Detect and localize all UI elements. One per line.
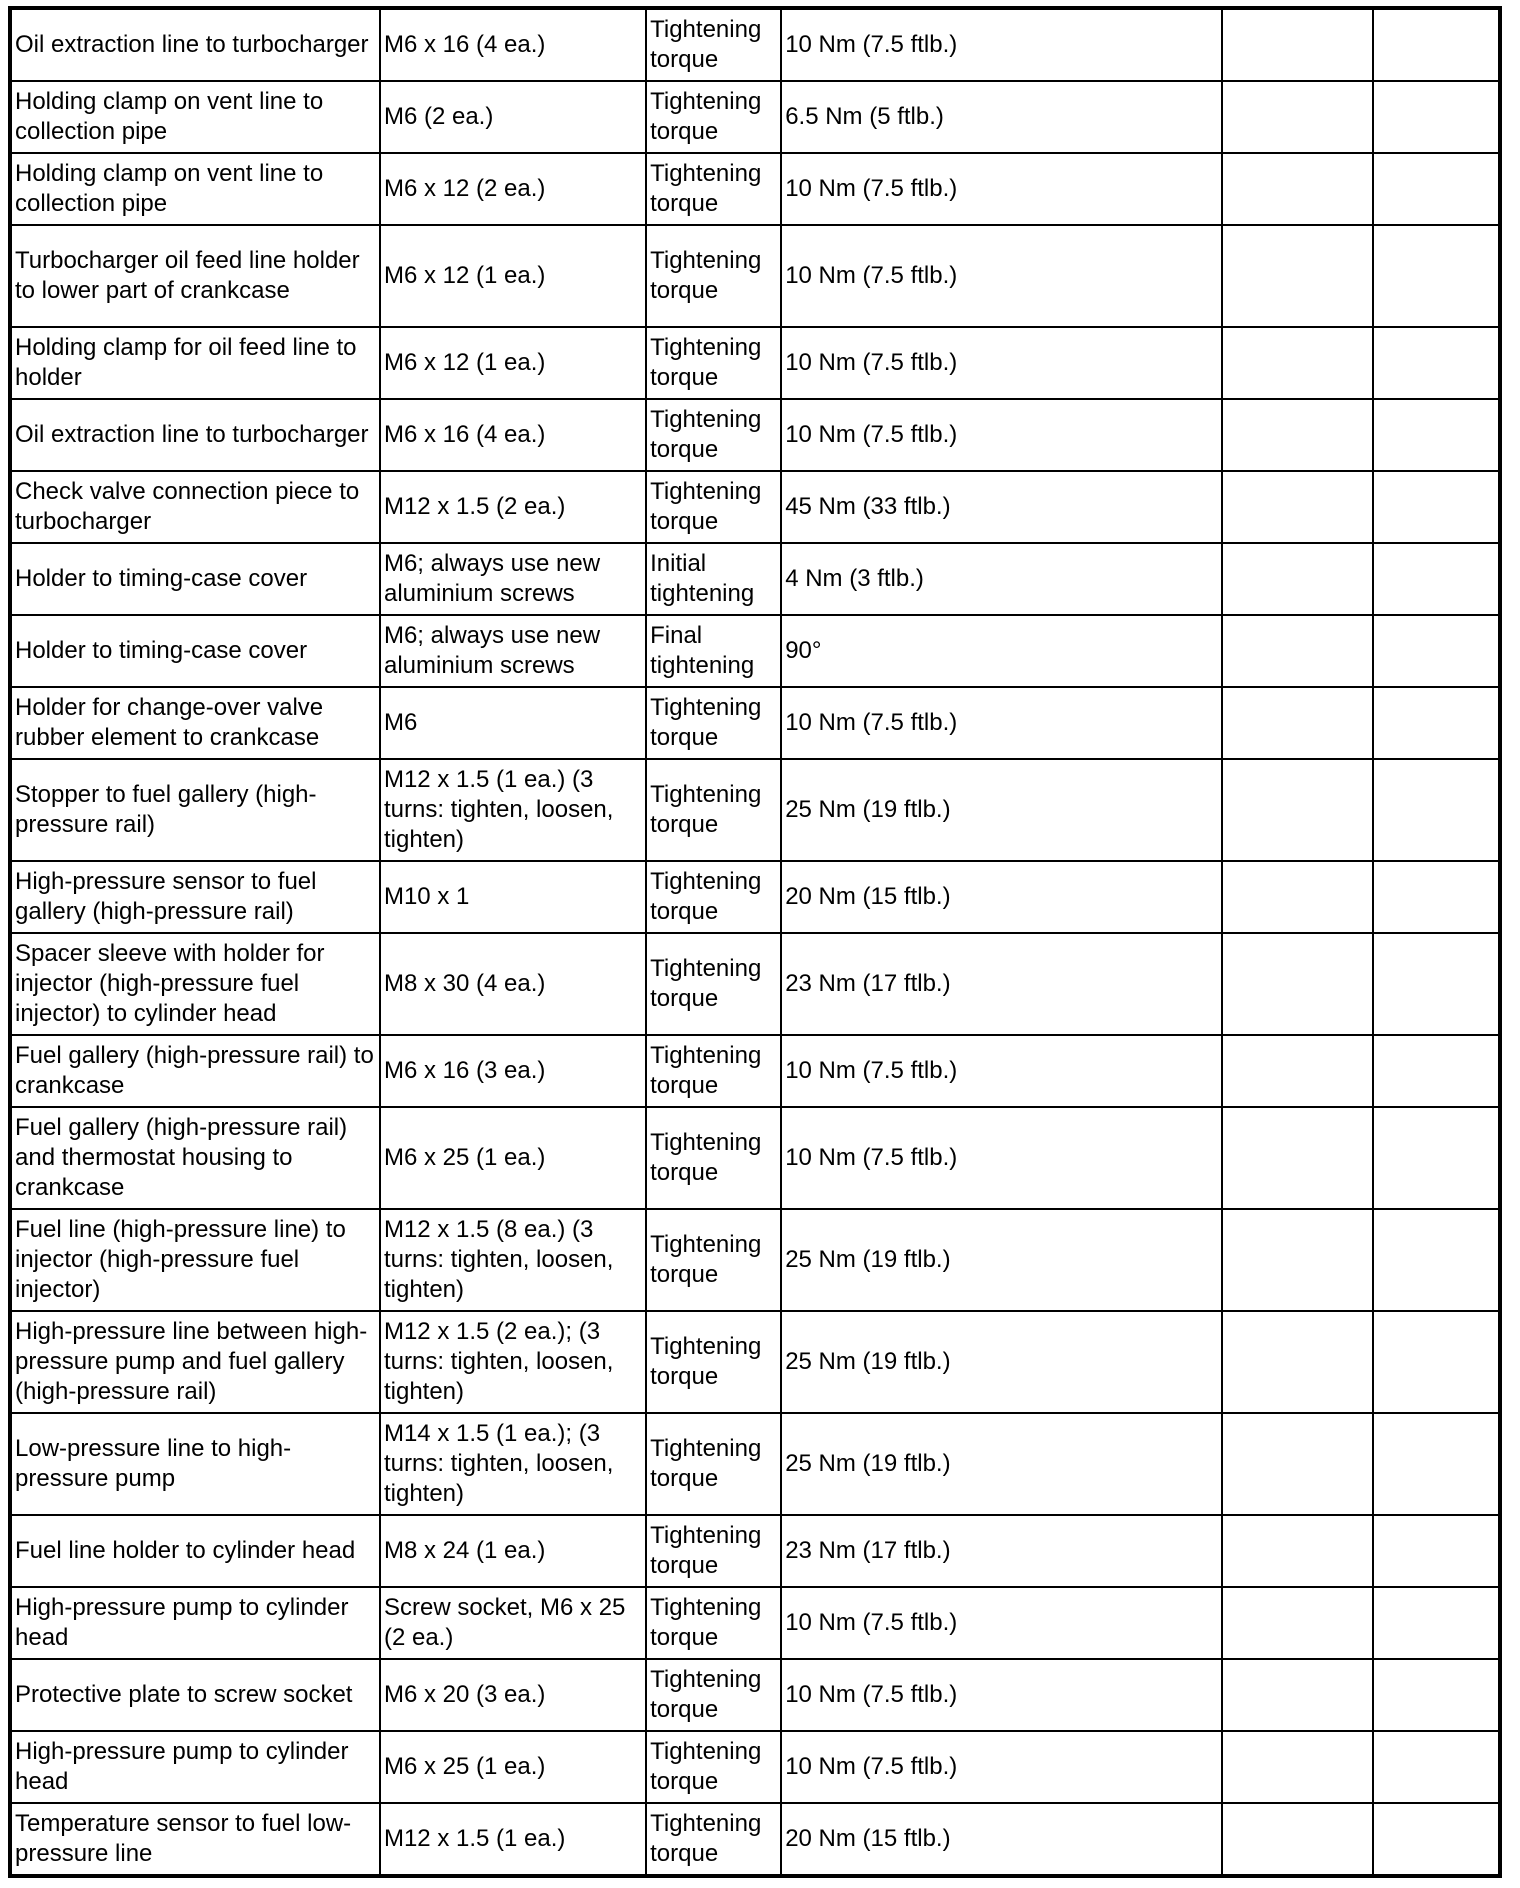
component-cell: Spacer sleeve with holder for injector (high-pressure fuel injector) to cylinder head (10, 933, 380, 1035)
fastener-cell: M6 x 20 (3 ea.) (380, 1659, 646, 1731)
empty-cell (1222, 687, 1373, 759)
tightening-type-cell: Tightening torque (646, 1209, 781, 1311)
table-row (10, 933, 1500, 1035)
tightening-type-cell: Tightening torque (646, 153, 781, 225)
torque-value-cell: 10 Nm (7.5 ftlb.) (781, 399, 1222, 471)
empty-cell (1222, 471, 1373, 543)
empty-cell (1222, 1209, 1373, 1311)
torque-value-cell: 25 Nm (19 ftlb.) (781, 1413, 1222, 1515)
tightening-type-cell: Tightening torque (646, 225, 781, 327)
component-cell: Holding clamp on vent line to collection pipe (10, 81, 380, 153)
fastener-cell: M14 x 1.5 (1 ea.); (3 turns: tighten, loosen, tighten) (380, 1413, 646, 1515)
empty-cell (1222, 1107, 1373, 1209)
table-row (10, 1515, 1500, 1587)
tightening-type-cell: Tightening torque (646, 933, 781, 1035)
fastener-cell: M6; always use new aluminium screws (380, 615, 646, 687)
table-row (10, 225, 1500, 327)
torque-value-cell: 10 Nm (7.5 ftlb.) (781, 8, 1222, 81)
fastener-cell: M6 x 16 (3 ea.) (380, 1035, 646, 1107)
fastener-cell: M6 (380, 687, 646, 759)
empty-cell (1373, 1731, 1500, 1803)
component-cell: Low-pressure line to high-pressure pump (10, 1413, 380, 1515)
torque-value-cell: 10 Nm (7.5 ftlb.) (781, 327, 1222, 399)
table-row (10, 1311, 1500, 1413)
table-row (10, 1413, 1500, 1515)
table-row (10, 471, 1500, 543)
component-cell: Holder for change-over valve rubber element to crankcase (10, 687, 380, 759)
empty-cell (1373, 861, 1500, 933)
empty-cell (1373, 759, 1500, 861)
tightening-type-cell: Tightening torque (646, 1311, 781, 1413)
empty-cell (1373, 1803, 1500, 1876)
table-row (10, 153, 1500, 225)
torque-specification-table (8, 6, 1502, 1878)
tightening-type-cell: Tightening torque (646, 861, 781, 933)
table-row (10, 687, 1500, 759)
component-cell: Temperature sensor to fuel low-pressure line (10, 1803, 380, 1876)
fastener-cell: M12 x 1.5 (8 ea.) (3 turns: tighten, loosen, tighten) (380, 1209, 646, 1311)
tightening-type-cell: Tightening torque (646, 8, 781, 81)
fastener-cell: M6 x 12 (1 ea.) (380, 225, 646, 327)
tightening-type-cell: Tightening torque (646, 1659, 781, 1731)
table-row (10, 1587, 1500, 1659)
table-row (10, 327, 1500, 399)
table-row (10, 1107, 1500, 1209)
tightening-type-cell: Tightening torque (646, 81, 781, 153)
empty-cell (1222, 153, 1373, 225)
torque-value-cell: 10 Nm (7.5 ftlb.) (781, 687, 1222, 759)
empty-cell (1373, 1515, 1500, 1587)
fastener-cell: M10 x 1 (380, 861, 646, 933)
torque-value-cell: 90° (781, 615, 1222, 687)
empty-cell (1222, 861, 1373, 933)
fastener-cell: M6 x 16 (4 ea.) (380, 399, 646, 471)
tightening-type-cell: Tightening torque (646, 1587, 781, 1659)
table-row (10, 399, 1500, 471)
component-cell: Holding clamp for oil feed line to holder (10, 327, 380, 399)
fastener-cell: Screw socket, M6 x 25 (2 ea.) (380, 1587, 646, 1659)
torque-value-cell: 10 Nm (7.5 ftlb.) (781, 225, 1222, 327)
component-cell: Oil extraction line to turbocharger (10, 399, 380, 471)
tightening-type-cell: Tightening torque (646, 1515, 781, 1587)
table-row (10, 759, 1500, 861)
empty-cell (1373, 543, 1500, 615)
component-cell: Holder to timing-case cover (10, 543, 380, 615)
empty-cell (1222, 81, 1373, 153)
torque-value-cell: 4 Nm (3 ftlb.) (781, 543, 1222, 615)
fastener-cell: M6 (2 ea.) (380, 81, 646, 153)
component-cell: Fuel gallery (high-pressure rail) and thermostat housing to crankcase (10, 1107, 380, 1209)
component-cell: Holder to timing-case cover (10, 615, 380, 687)
torque-value-cell: 23 Nm (17 ftlb.) (781, 933, 1222, 1035)
tightening-type-cell: Tightening torque (646, 759, 781, 861)
component-cell: Check valve connection piece to turbocharger (10, 471, 380, 543)
fastener-cell: M8 x 24 (1 ea.) (380, 1515, 646, 1587)
fastener-cell: M12 x 1.5 (2 ea.) (380, 471, 646, 543)
torque-value-cell: 25 Nm (19 ftlb.) (781, 759, 1222, 861)
empty-cell (1222, 399, 1373, 471)
torque-value-cell: 23 Nm (17 ftlb.) (781, 1515, 1222, 1587)
table-row (10, 1803, 1500, 1876)
fastener-cell: M6 x 16 (4 ea.) (380, 8, 646, 81)
fastener-cell: M6 x 25 (1 ea.) (380, 1731, 646, 1803)
empty-cell (1373, 1587, 1500, 1659)
component-cell: High-pressure pump to cylinder head (10, 1731, 380, 1803)
empty-cell (1222, 1311, 1373, 1413)
empty-cell (1373, 687, 1500, 759)
table-row (10, 861, 1500, 933)
empty-cell (1222, 1035, 1373, 1107)
tightening-type-cell: Tightening torque (646, 327, 781, 399)
table-row (10, 1035, 1500, 1107)
empty-cell (1222, 543, 1373, 615)
empty-cell (1222, 1587, 1373, 1659)
torque-value-cell: 20 Nm (15 ftlb.) (781, 861, 1222, 933)
tightening-type-cell: Tightening torque (646, 471, 781, 543)
torque-value-cell: 10 Nm (7.5 ftlb.) (781, 1035, 1222, 1107)
component-cell: Holding clamp on vent line to collection pipe (10, 153, 380, 225)
fastener-cell: M6; always use new aluminium screws (380, 543, 646, 615)
empty-cell (1222, 1515, 1373, 1587)
empty-cell (1222, 615, 1373, 687)
table-row (10, 1659, 1500, 1731)
empty-cell (1222, 933, 1373, 1035)
empty-cell (1373, 1413, 1500, 1515)
fastener-cell: M8 x 30 (4 ea.) (380, 933, 646, 1035)
empty-cell (1373, 1107, 1500, 1209)
empty-cell (1373, 399, 1500, 471)
table-row (10, 8, 1500, 81)
empty-cell (1373, 615, 1500, 687)
tightening-type-cell: Tightening torque (646, 1035, 781, 1107)
empty-cell (1222, 1731, 1373, 1803)
empty-cell (1373, 933, 1500, 1035)
tightening-type-cell: Tightening torque (646, 1731, 781, 1803)
empty-cell (1222, 8, 1373, 81)
tightening-type-cell: Tightening torque (646, 399, 781, 471)
torque-value-cell: 10 Nm (7.5 ftlb.) (781, 1731, 1222, 1803)
component-cell: Fuel gallery (high-pressure rail) to crankcase (10, 1035, 380, 1107)
component-cell: Stopper to fuel gallery (high-pressure rail) (10, 759, 380, 861)
tightening-type-cell: Tightening torque (646, 1107, 781, 1209)
torque-value-cell: 10 Nm (7.5 ftlb.) (781, 1659, 1222, 1731)
empty-cell (1373, 1659, 1500, 1731)
empty-cell (1373, 1209, 1500, 1311)
table-row (10, 1209, 1500, 1311)
torque-value-cell: 10 Nm (7.5 ftlb.) (781, 1107, 1222, 1209)
empty-cell (1373, 471, 1500, 543)
torque-value-cell: 45 Nm (33 ftlb.) (781, 471, 1222, 543)
fastener-cell: M6 x 12 (2 ea.) (380, 153, 646, 225)
torque-value-cell: 20 Nm (15 ftlb.) (781, 1803, 1222, 1876)
torque-value-cell: 10 Nm (7.5 ftlb.) (781, 153, 1222, 225)
table-row (10, 543, 1500, 615)
torque-value-cell: 6.5 Nm (5 ftlb.) (781, 81, 1222, 153)
empty-cell (1222, 759, 1373, 861)
component-cell: High-pressure line between high-pressure pump and fuel gallery (high-pressure rail) (10, 1311, 380, 1413)
table-row (10, 1731, 1500, 1803)
empty-cell (1222, 1659, 1373, 1731)
empty-cell (1373, 153, 1500, 225)
tightening-type-cell: Tightening torque (646, 1803, 781, 1876)
fastener-cell: M6 x 12 (1 ea.) (380, 327, 646, 399)
empty-cell (1373, 8, 1500, 81)
table-row (10, 81, 1500, 153)
torque-value-cell: 25 Nm (19 ftlb.) (781, 1311, 1222, 1413)
torque-value-cell: 10 Nm (7.5 ftlb.) (781, 1587, 1222, 1659)
empty-cell (1222, 1413, 1373, 1515)
tightening-type-cell: Initial tightening (646, 543, 781, 615)
empty-cell (1222, 225, 1373, 327)
empty-cell (1222, 1803, 1373, 1876)
component-cell: Fuel line (high-pressure line) to injector (high-pressure fuel injector) (10, 1209, 380, 1311)
fastener-cell: M12 x 1.5 (1 ea.) (380, 1803, 646, 1876)
empty-cell (1373, 1035, 1500, 1107)
component-cell: Turbocharger oil feed line holder to lower part of crankcase (10, 225, 380, 327)
fastener-cell: M12 x 1.5 (2 ea.); (3 turns: tighten, loosen, tighten) (380, 1311, 646, 1413)
empty-cell (1373, 1311, 1500, 1413)
tightening-type-cell: Tightening torque (646, 687, 781, 759)
component-cell: High-pressure sensor to fuel gallery (high-pressure rail) (10, 861, 380, 933)
component-cell: Protective plate to screw socket (10, 1659, 380, 1731)
table-row (10, 615, 1500, 687)
table-body (10, 8, 1500, 1876)
component-cell: Oil extraction line to turbocharger (10, 8, 380, 81)
component-cell: Fuel line holder to cylinder head (10, 1515, 380, 1587)
empty-cell (1373, 81, 1500, 153)
empty-cell (1373, 225, 1500, 327)
torque-value-cell: 25 Nm (19 ftlb.) (781, 1209, 1222, 1311)
fastener-cell: M6 x 25 (1 ea.) (380, 1107, 646, 1209)
component-cell: High-pressure pump to cylinder head (10, 1587, 380, 1659)
empty-cell (1373, 327, 1500, 399)
tightening-type-cell: Final tightening (646, 615, 781, 687)
empty-cell (1222, 327, 1373, 399)
tightening-type-cell: Tightening torque (646, 1413, 781, 1515)
fastener-cell: M12 x 1.5 (1 ea.) (3 turns: tighten, loosen, tighten) (380, 759, 646, 861)
